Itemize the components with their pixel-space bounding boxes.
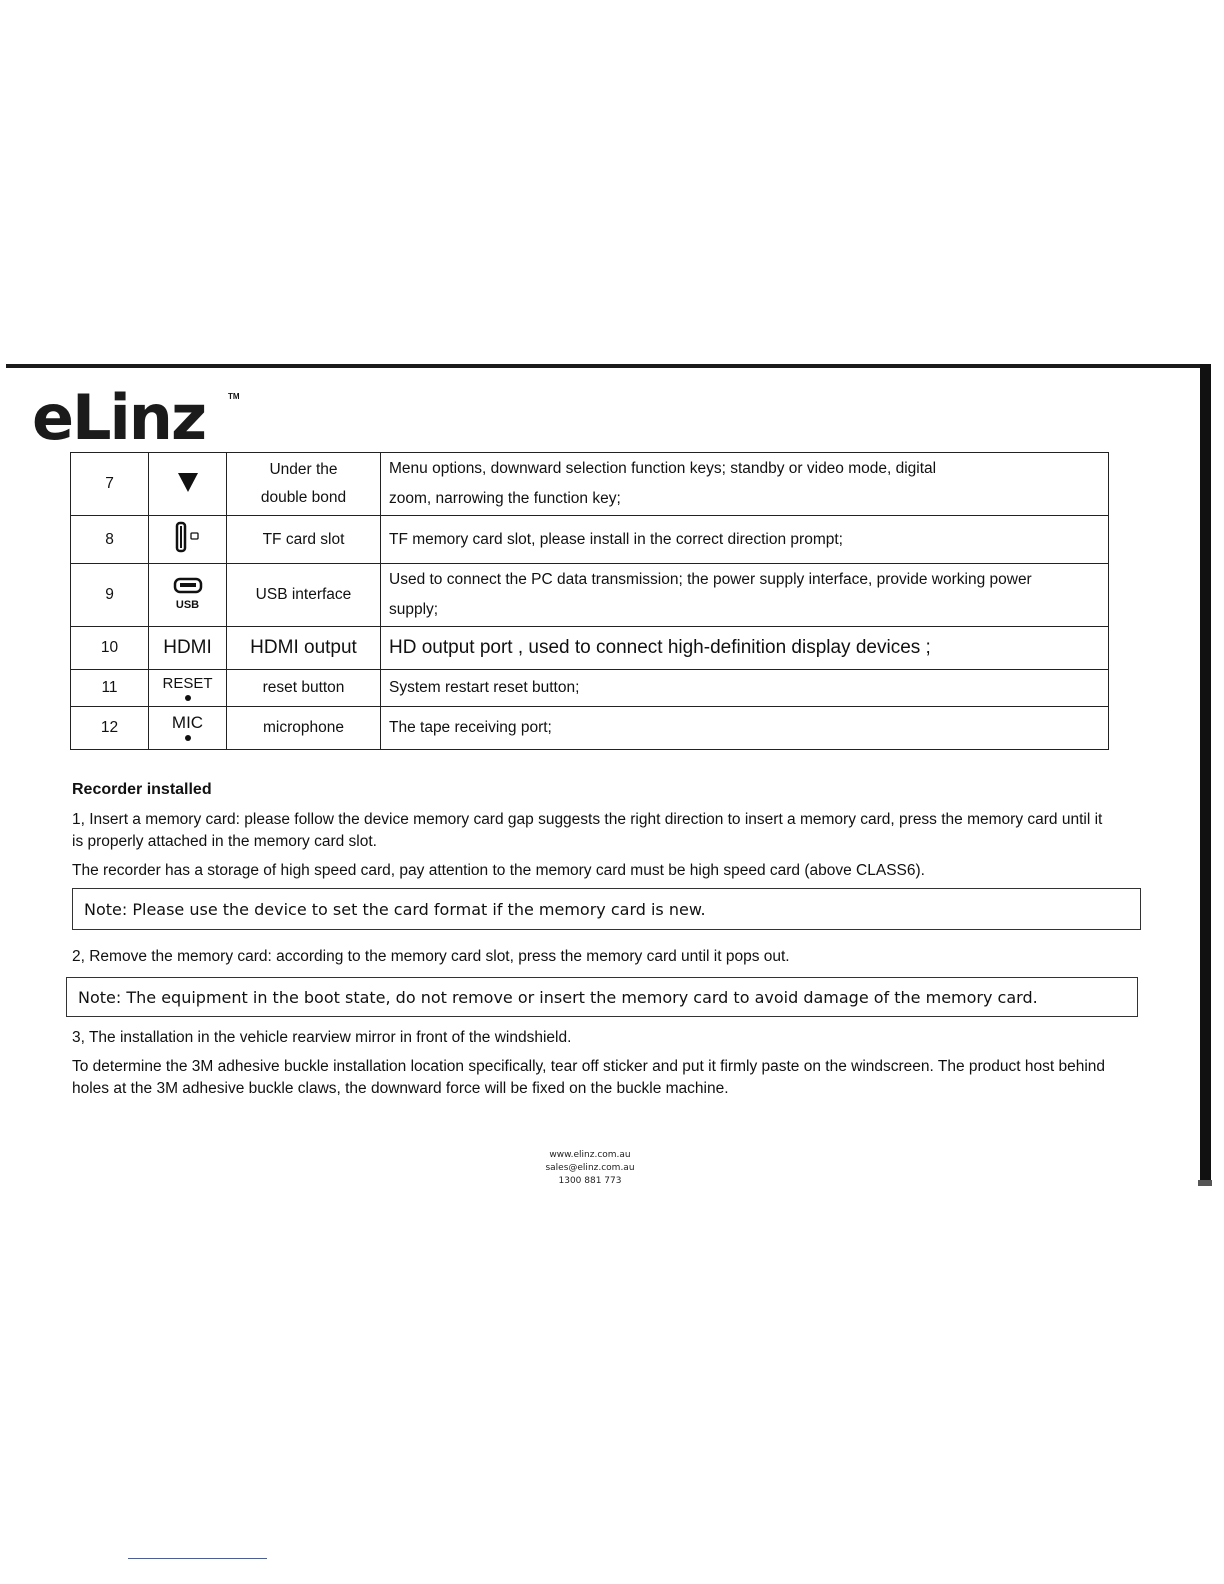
mic-label: MIC bbox=[171, 713, 204, 732]
row-desc-line: System restart reset button; bbox=[389, 679, 580, 696]
note-card-format: Note: Please use the device to set the card format if the memory card is new. bbox=[72, 888, 1141, 930]
row-name bbox=[227, 627, 381, 670]
row-name bbox=[227, 707, 381, 750]
table-row bbox=[71, 627, 1109, 670]
footer-phone: 1300 881 773 bbox=[558, 1176, 622, 1186]
spec-table bbox=[70, 452, 1109, 750]
row-number: 8 bbox=[71, 516, 149, 564]
row-description bbox=[381, 707, 1109, 750]
footer-email: sales@elinz.com.au bbox=[545, 1163, 635, 1173]
reset-label: RESET bbox=[162, 675, 213, 692]
usb-icon bbox=[149, 564, 227, 627]
row-description bbox=[381, 564, 1109, 627]
hdmi-label: HDMI bbox=[149, 627, 227, 670]
paragraph-high-speed-card: The recorder has a storage of high speed card, pay attention to the memory card must be high speed card (above CLASS6). bbox=[72, 862, 925, 879]
mic-icon bbox=[149, 707, 227, 750]
row-name-line: Under the bbox=[269, 461, 338, 478]
row-description bbox=[381, 516, 1109, 564]
reset-icon bbox=[149, 670, 227, 707]
note-boot-state: Note: The equipment in the boot state, do not remove or insert the memory card to avoid damage of the memory card. bbox=[66, 977, 1138, 1017]
row-name-line: TF card slot bbox=[262, 530, 345, 548]
section-title: Recorder installed bbox=[72, 781, 212, 798]
row-number: 12 bbox=[71, 707, 149, 750]
usb-label: USB bbox=[175, 599, 200, 611]
paragraph-insert-card: 1, Insert a memory card: please follow the device memory card gap suggests the right direction to insert a memory card, press the memory card until it is properly attached in the memory card slot. bbox=[72, 811, 1103, 850]
table-row bbox=[71, 707, 1109, 750]
bottom-link-underline bbox=[128, 1558, 267, 1559]
right-edge-rule bbox=[1200, 364, 1211, 1186]
row-desc-line: TF memory card slot, please install in the correct direction prompt; bbox=[389, 530, 843, 548]
row-name-line: double bond bbox=[260, 489, 347, 506]
row-desc-line: zoom, narrowing the function key; bbox=[389, 490, 621, 507]
top-rule bbox=[6, 364, 1210, 368]
reset-dot-icon bbox=[185, 695, 191, 701]
row-desc-line: HD output port , used to connect high-definition display devices ; bbox=[389, 637, 931, 658]
row-name bbox=[227, 516, 381, 564]
logo-tm: TM bbox=[228, 392, 240, 401]
row-name-line: USB interface bbox=[255, 586, 352, 603]
row-name bbox=[227, 670, 381, 707]
row-number: 10 bbox=[71, 627, 149, 670]
brand-logo bbox=[32, 381, 240, 454]
logo-text: eLinz bbox=[32, 381, 206, 454]
row-name bbox=[227, 564, 381, 627]
row-name bbox=[227, 453, 381, 516]
row-name-line: HDMI output bbox=[250, 637, 357, 658]
row-description bbox=[381, 670, 1109, 707]
paragraph-remove-card: 2, Remove the memory card: according to the memory card slot, press the memory card until it pops out. bbox=[72, 948, 790, 965]
row-name-line: microphone bbox=[263, 719, 344, 736]
table-row bbox=[71, 564, 1109, 627]
down-triangle-icon bbox=[149, 453, 227, 516]
mic-dot-icon bbox=[185, 735, 191, 741]
row-number: 9 bbox=[71, 564, 149, 627]
paragraph-installation: 3, The installation in the vehicle rearview mirror in front of the windshield. bbox=[72, 1029, 572, 1046]
footer-website: www.elinz.com.au bbox=[549, 1150, 631, 1160]
row-desc-line: Used to connect the PC data transmission; the power supply interface, provide working power bbox=[389, 571, 1032, 588]
paragraph-adhesive-buckle: To determine the 3M adhesive buckle installation location specifically, tear off sticker and put it firmly paste on the windscreen. The product host behind holes at the 3M adhesive buckle claws, the downward force will be fixed on the buckle machine. bbox=[72, 1058, 1106, 1097]
row-desc-line: supply; bbox=[389, 601, 439, 618]
row-description bbox=[381, 453, 1109, 516]
row-number: 7 bbox=[71, 453, 149, 516]
row-name-line: reset button bbox=[262, 679, 345, 696]
tf-card-icon bbox=[149, 516, 227, 564]
row-desc-line: Menu options, downward selection function keys; standby or video mode, digital bbox=[389, 460, 937, 477]
table-row bbox=[71, 453, 1109, 516]
table-row bbox=[71, 670, 1109, 707]
row-number: 11 bbox=[71, 670, 149, 707]
table-row bbox=[71, 516, 1109, 564]
row-description bbox=[381, 627, 1109, 670]
right-edge-tick bbox=[1198, 1180, 1212, 1186]
footer-contact bbox=[490, 1149, 690, 1188]
row-desc-line: The tape receiving port; bbox=[389, 719, 552, 736]
